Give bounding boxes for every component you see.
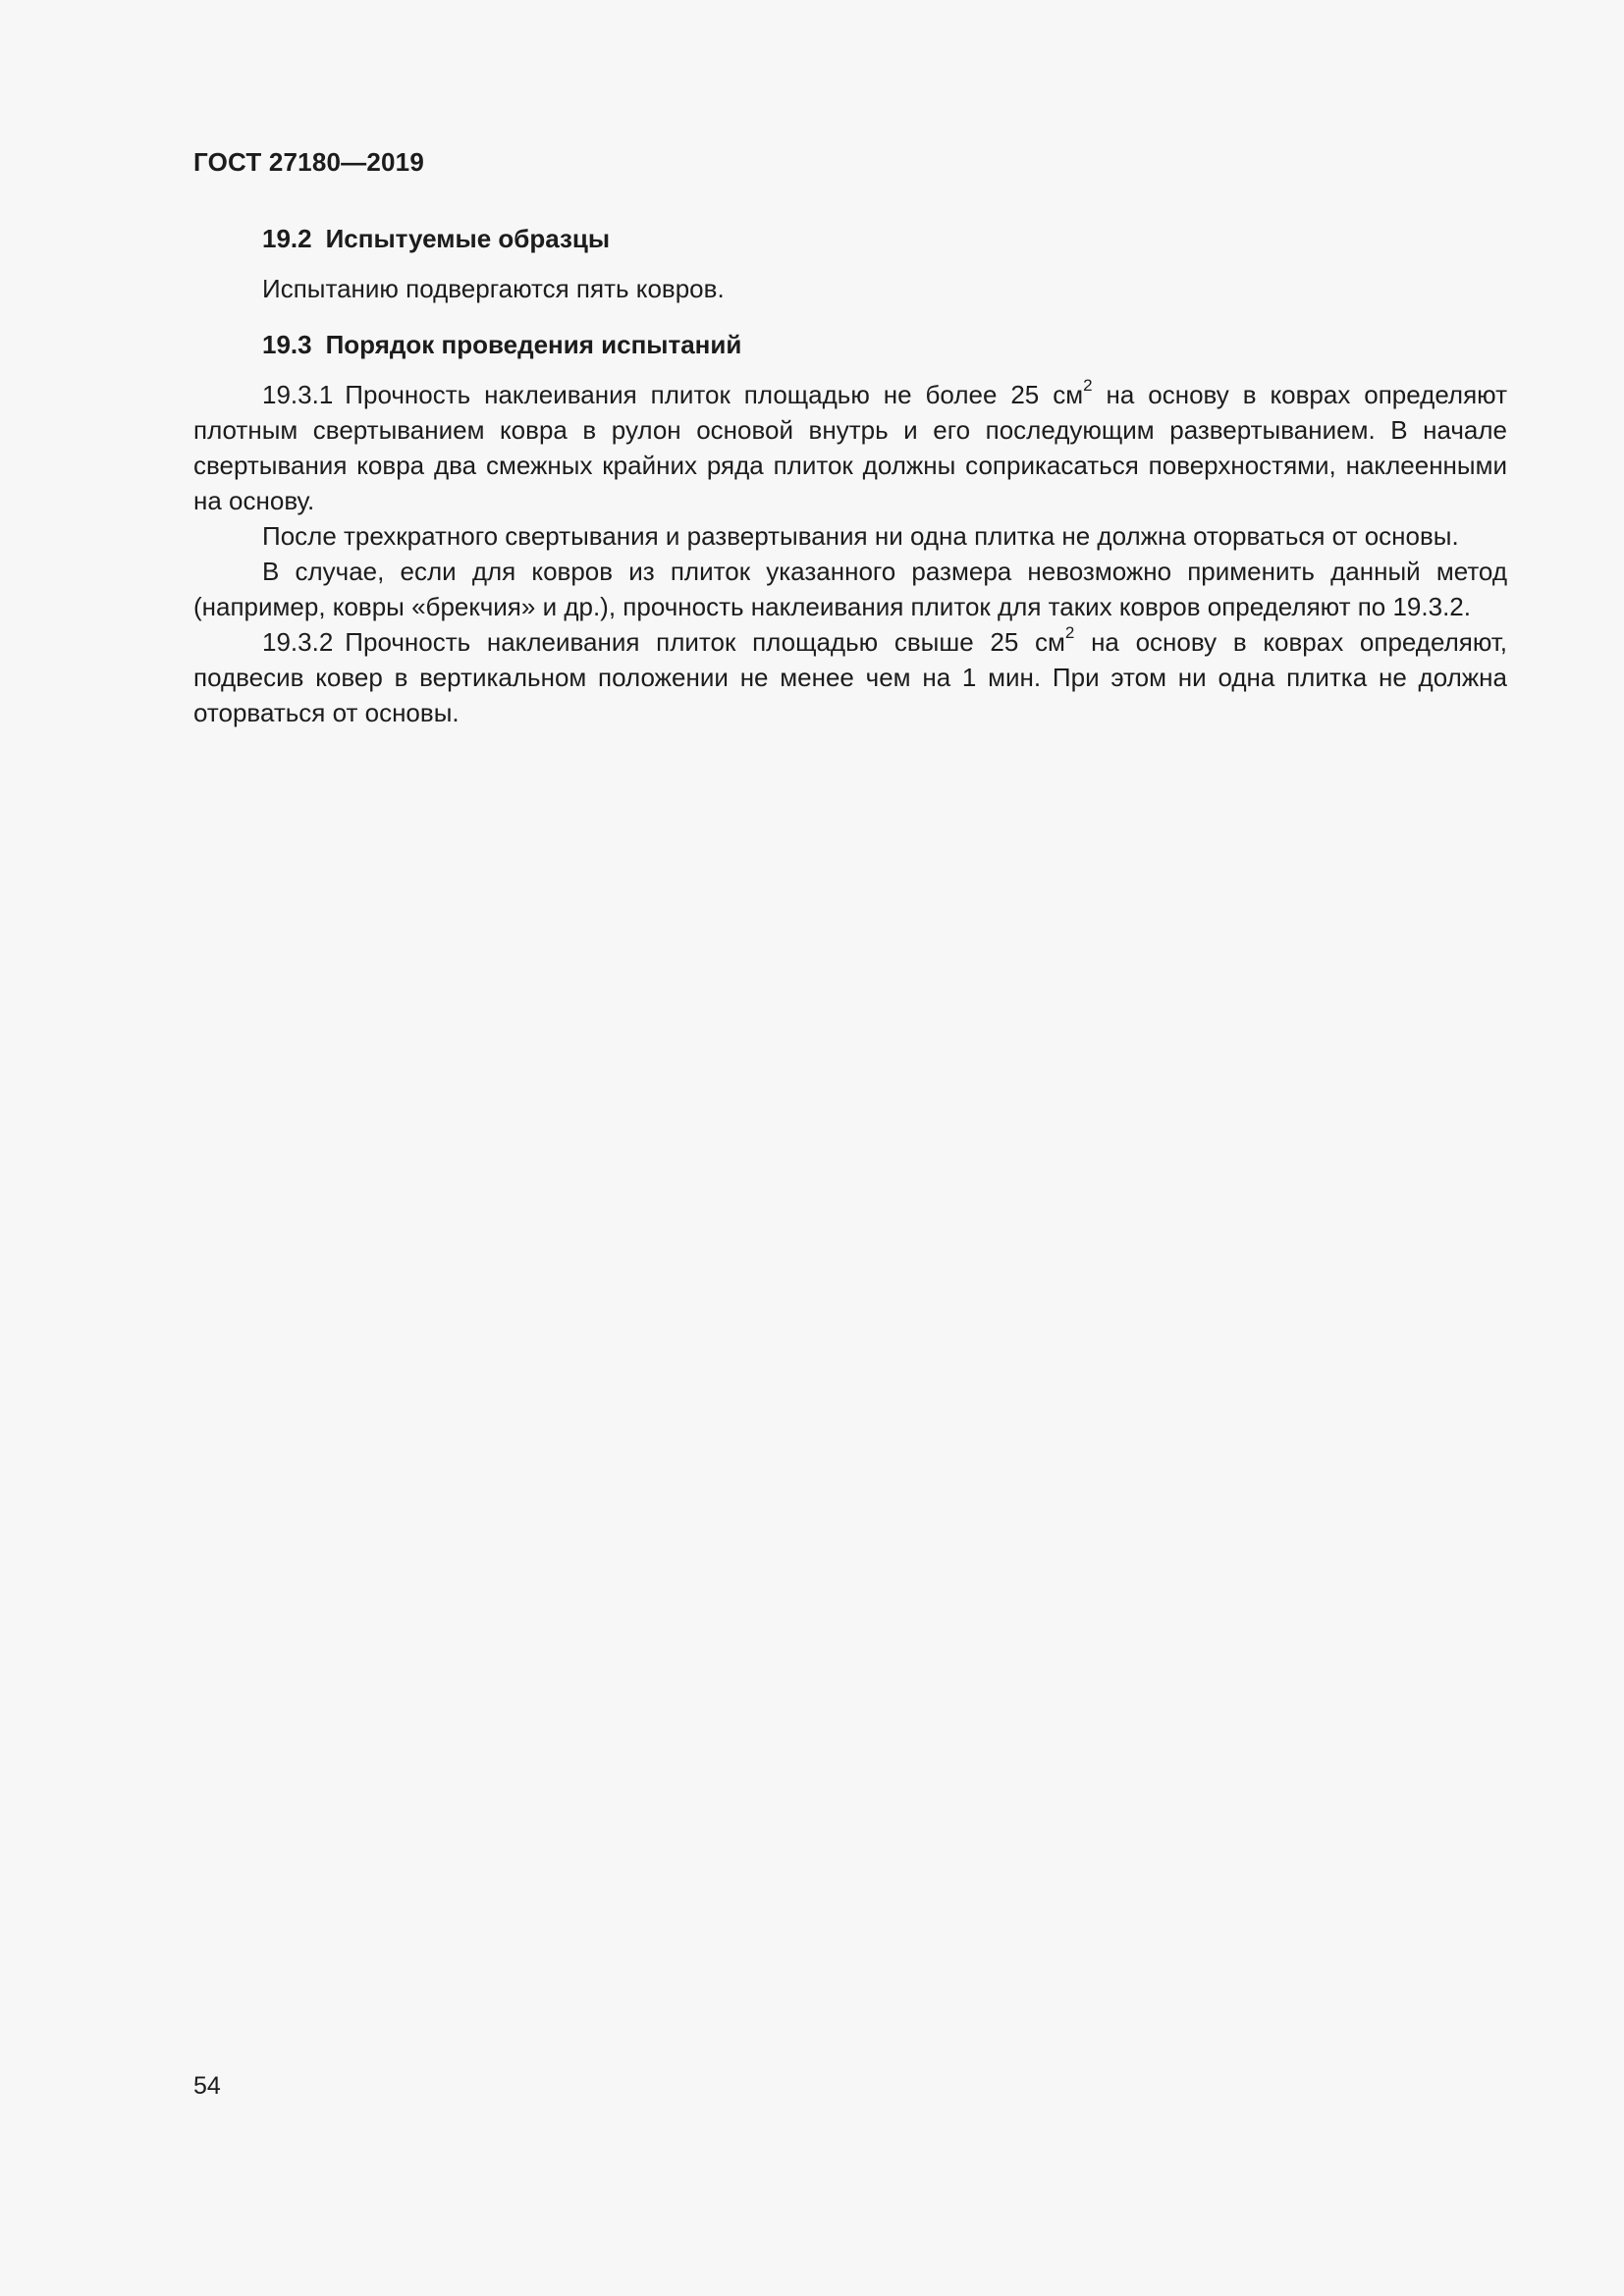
- section-heading-19-3: [193, 327, 1507, 362]
- paragraph-text-continued: на основу в коврах определяют плотным свертыванием ковра в рулон основой внутрь и его последующим развертыванием. В начале свертывания ковра два смежных крайних ряда плиток должны соприкасаться поверхностями, наклеенными на основу.: [193, 380, 1508, 515]
- superscript-exponent: 2: [1083, 376, 1093, 396]
- section-title: Порядок проведения испытаний: [325, 330, 742, 359]
- paragraph-19-3-2: [193, 624, 1507, 730]
- paragraph-19-3-1: [193, 377, 1507, 518]
- section-heading-19-2: [193, 221, 1507, 256]
- paragraph-text: Прочность наклеивания плиток площадью не более 25 см: [345, 380, 1084, 409]
- paragraph-text-continued: на основу в коврах определяют, подвесив ковер в вертикальном положении не менее чем на 1 мин. При этом ни одна плитка не должна оторваться от основы.: [193, 627, 1507, 727]
- clause-number: 19.3.2: [262, 627, 334, 657]
- clause-number: 19.3.1: [262, 380, 334, 409]
- superscript-exponent: 2: [1064, 623, 1075, 643]
- page-number: 54: [193, 2072, 221, 2100]
- document-body: [193, 221, 1507, 730]
- paragraph-19-3-1-rolling: После трехкратного свертывания и развертывания ни одна плитка не должна оторваться от основы.: [262, 521, 1459, 551]
- paragraph-19-3-1-exception: В случае, если для ковров из плиток указанного размера невозможно применить данный метод (например, ковры «брекчия» и др.), прочность наклеивания плиток для таких ковров определяют по 19.3.2.: [193, 557, 1507, 621]
- section-title: Испытуемые образцы: [325, 224, 611, 253]
- paragraph-text: Прочность наклеивания плиток площадью свыше 25 см: [345, 627, 1065, 657]
- section-number: 19.2: [262, 224, 312, 253]
- document-code-header: ГОСТ 27180—2019: [193, 147, 424, 177]
- paragraph-19-2-text: Испытанию подвергаются пять ковров.: [262, 274, 725, 303]
- section-number: 19.3: [262, 330, 312, 359]
